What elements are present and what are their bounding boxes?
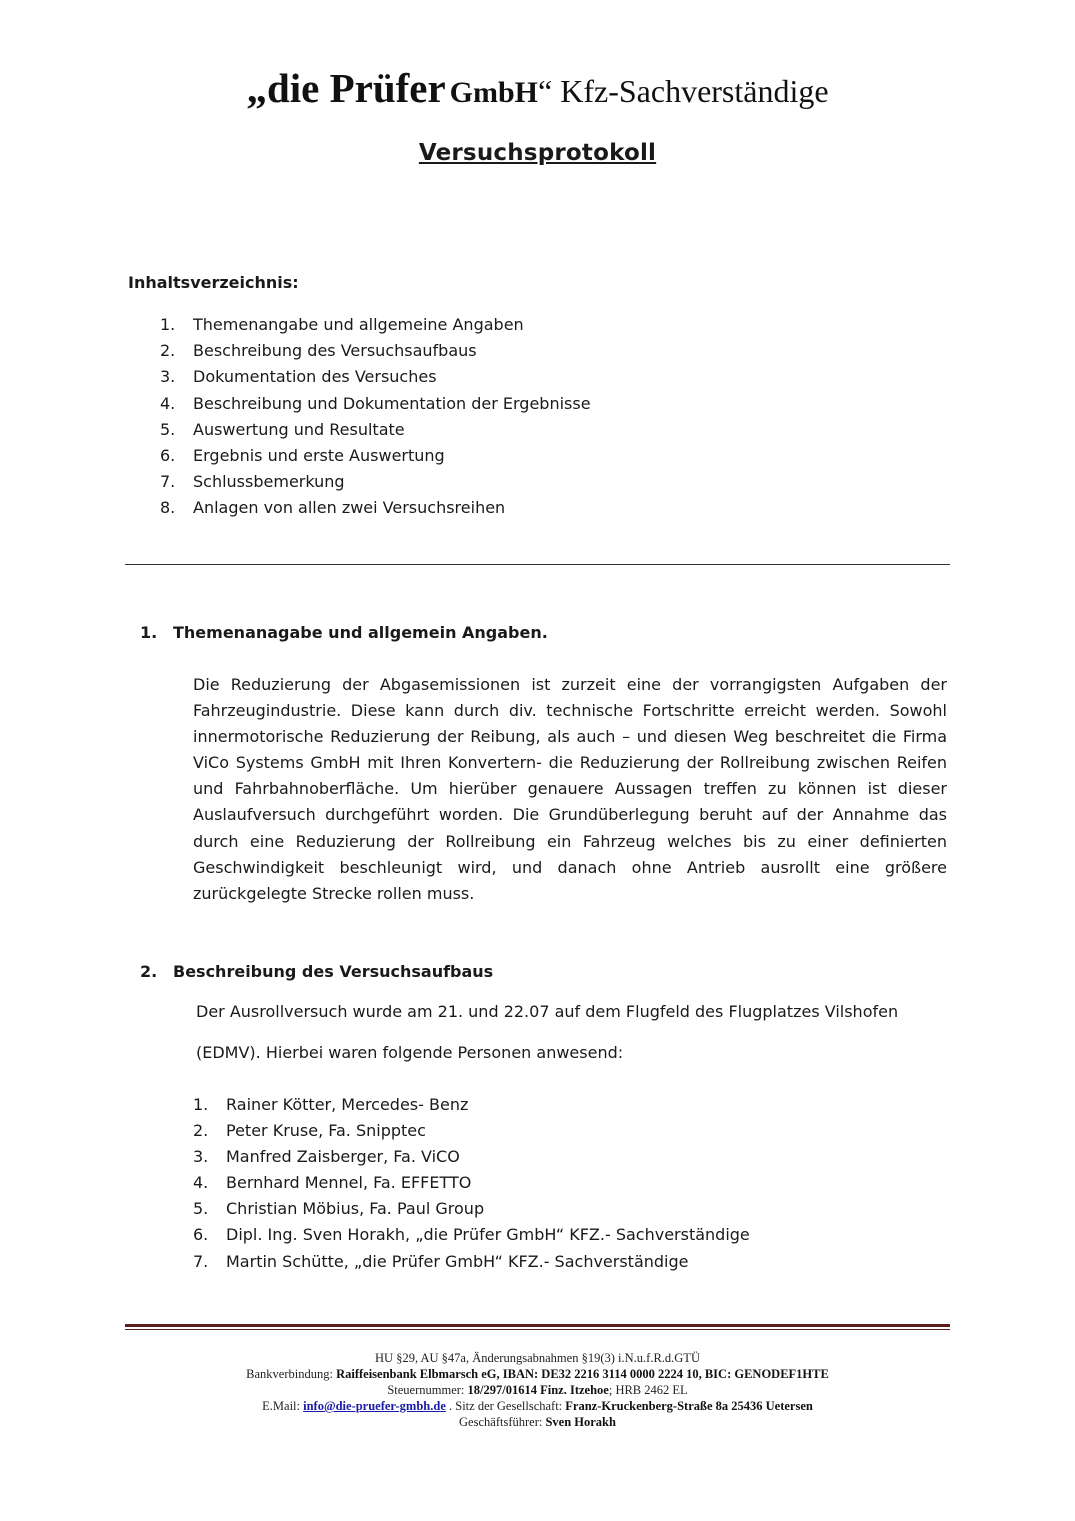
email-link[interactable]: info@die-pruefer-gmbh.de [303, 1399, 446, 1413]
attendee-number: 6. [193, 1225, 209, 1245]
attendee-number: 4. [193, 1173, 209, 1193]
toc-item [155, 417, 591, 443]
footer-ceo-label: Geschäftsführer: [459, 1415, 546, 1429]
toc-heading: Inhaltsverzeichnis: [128, 273, 299, 292]
footer-bank-line [0, 1366, 1075, 1382]
section-1-heading [140, 623, 548, 642]
footer-certifications: HU §29, AU §47a, Änderungsabnahmen §19(3) i.N.u.f.R.d.GTÜ [375, 1351, 700, 1365]
section-divider [125, 564, 950, 565]
toc-item-label: Auswertung und Resultate [193, 419, 405, 439]
section-1-title: Themenanagabe und allgemein Angaben. [173, 623, 548, 642]
toc-item-label: Anlagen von allen zwei Versuchsreihen [193, 498, 506, 518]
attendee-number: 3. [193, 1147, 209, 1167]
toc-item [155, 312, 591, 338]
toc-item [155, 364, 591, 390]
attendee-item [193, 1118, 750, 1144]
attendee-name: Rainer Kötter, Mercedes- Benz [226, 1095, 469, 1114]
toc-item-label: Schlussbemerkung [193, 472, 345, 492]
toc-item-number: 2. [160, 341, 176, 361]
toc-item [155, 391, 591, 417]
toc-item-label: Themenangabe und allgemeine Angaben [193, 315, 524, 334]
footer-seat-label: . Sitz der Gesellschaft: [445, 1399, 566, 1413]
footer-contact-line [0, 1398, 1075, 1414]
toc-item-number: 5. [160, 419, 176, 439]
section-1-paragraph: Die Reduzierung der Abgasemissionen ist zurzeit eine der vorrangigsten Aufgaben der Fahrzeugindustrie. Diese kann durch div. technische Fortschritte erreicht werden. Sowohl innermotorische Reduzierung der Reibung, als auch – und diesen Weg beschreitet die Firma ViCo Systems GmbH mit Ihren Konvertern- die Reduzierung der Rollreibung zwischen Reifen und Fahrbahnoberfläche. Um hierüber genauere Aussagen treffen zu können ist dieser Auslaufversuch durchgeführt worden. Die Grundüberlegung beruht auf der Annahme das durch eine Reduzierung der Rollreibung ein Fahrzeug welches bis zu einer definierten Geschwindigkeit beschleunigt wird, und danach ohne Antrieb ausrollt eine größere zurückgelegte Strecke rollen muss. [193, 675, 947, 903]
footer-bank-label: Bankverbindung: [246, 1367, 337, 1381]
attendee-item [193, 1222, 750, 1248]
attendee-number: 7. [193, 1251, 209, 1271]
toc-item [155, 495, 591, 521]
footer-ceo-value: Sven Horakh [545, 1415, 616, 1429]
attendee-item [193, 1196, 750, 1222]
attendee-item [193, 1170, 750, 1196]
footer-seat-value: Franz-Kruckenberg-Straße 8a 25436 Uetersen [565, 1399, 813, 1413]
attendee-number: 2. [193, 1121, 209, 1141]
section-2-title: Beschreibung des Versuchsaufbaus [173, 962, 494, 981]
footer-bank-value: Raiffeisenbank Elbmarsch eG, IBAN: DE32 2216 3114 0000 2224 10, BIC: GENODEF1HTE [336, 1367, 829, 1381]
section-2-heading [140, 962, 493, 981]
attendee-name: Manfred Zaisberger, Fa. ViCO [226, 1147, 460, 1167]
attendee-name: Dipl. Ing. Sven Horakh, „die Prüfer GmbH“ KFZ.- Sachverständige [226, 1225, 750, 1245]
toc-item-number: 3. [160, 367, 176, 387]
toc-item-number: 7. [160, 472, 176, 492]
page-footer [0, 1350, 1075, 1430]
attendee-name: Bernhard Mennel, Fa. EFFETTO [226, 1173, 472, 1193]
attendee-name: Peter Kruse, Fa. Snipptec [226, 1121, 426, 1141]
company-brand: „die Prüfer [246, 65, 446, 111]
footer-email-label: E.Mail: [262, 1399, 304, 1413]
attendee-list [193, 1092, 750, 1275]
toc-list [155, 312, 591, 522]
toc-item-number: 4. [160, 393, 176, 413]
attendee-name: Christian Möbius, Fa. Paul Group [226, 1199, 485, 1219]
toc-item-label: Beschreibung und Dokumentation der Ergebnisse [193, 393, 591, 413]
company-tagline: “ Kfz-Sachverständige [538, 73, 829, 109]
footer-tax-line [0, 1382, 1075, 1398]
footer-rule-thin [125, 1329, 950, 1330]
toc-item-label: Ergebnis und erste Auswertung [193, 445, 445, 465]
attendee-item [193, 1249, 750, 1275]
company-header [0, 64, 1075, 112]
toc-item [155, 338, 591, 364]
footer-tax-label: Steuernummer: [387, 1383, 468, 1397]
toc-item-label: Dokumentation des Versuches [193, 367, 437, 387]
attendee-number: 5. [193, 1199, 209, 1219]
section-2-intro-line-1: Der Ausrollversuch wurde am 21. und 22.07 auf dem Flugfeld des Flugplatzes Vilshofen [196, 1002, 899, 1021]
toc-item-number: 6. [160, 445, 176, 465]
footer-ceo-line [0, 1414, 1075, 1430]
section-2-intro-line-2: (EDMV). Hierbei waren folgende Personen anwesend: [196, 1043, 624, 1062]
toc-item-number: 1. [160, 315, 176, 334]
section-1-number: 1. [140, 623, 158, 642]
section-2-number: 2. [140, 962, 158, 981]
footer-hrb: ; HRB 2462 EL [608, 1383, 688, 1397]
attendee-item [193, 1092, 750, 1118]
attendee-item [193, 1144, 750, 1170]
attendee-name: Martin Schütte, „die Prüfer GmbH“ KFZ.- Sachverständige [226, 1251, 689, 1271]
toc-item-number: 8. [160, 498, 176, 518]
footer-rule-thick [125, 1324, 950, 1327]
attendee-number: 1. [193, 1095, 209, 1114]
company-legal-form: GmbH [449, 76, 539, 109]
document-title: Versuchsprotokoll [418, 140, 657, 166]
toc-item-label: Beschreibung des Versuchsaufbaus [193, 341, 477, 361]
footer-tax-value: 18/297/01614 Finz. Itzehoe [467, 1383, 609, 1397]
toc-item [155, 443, 591, 469]
toc-item [155, 469, 591, 495]
